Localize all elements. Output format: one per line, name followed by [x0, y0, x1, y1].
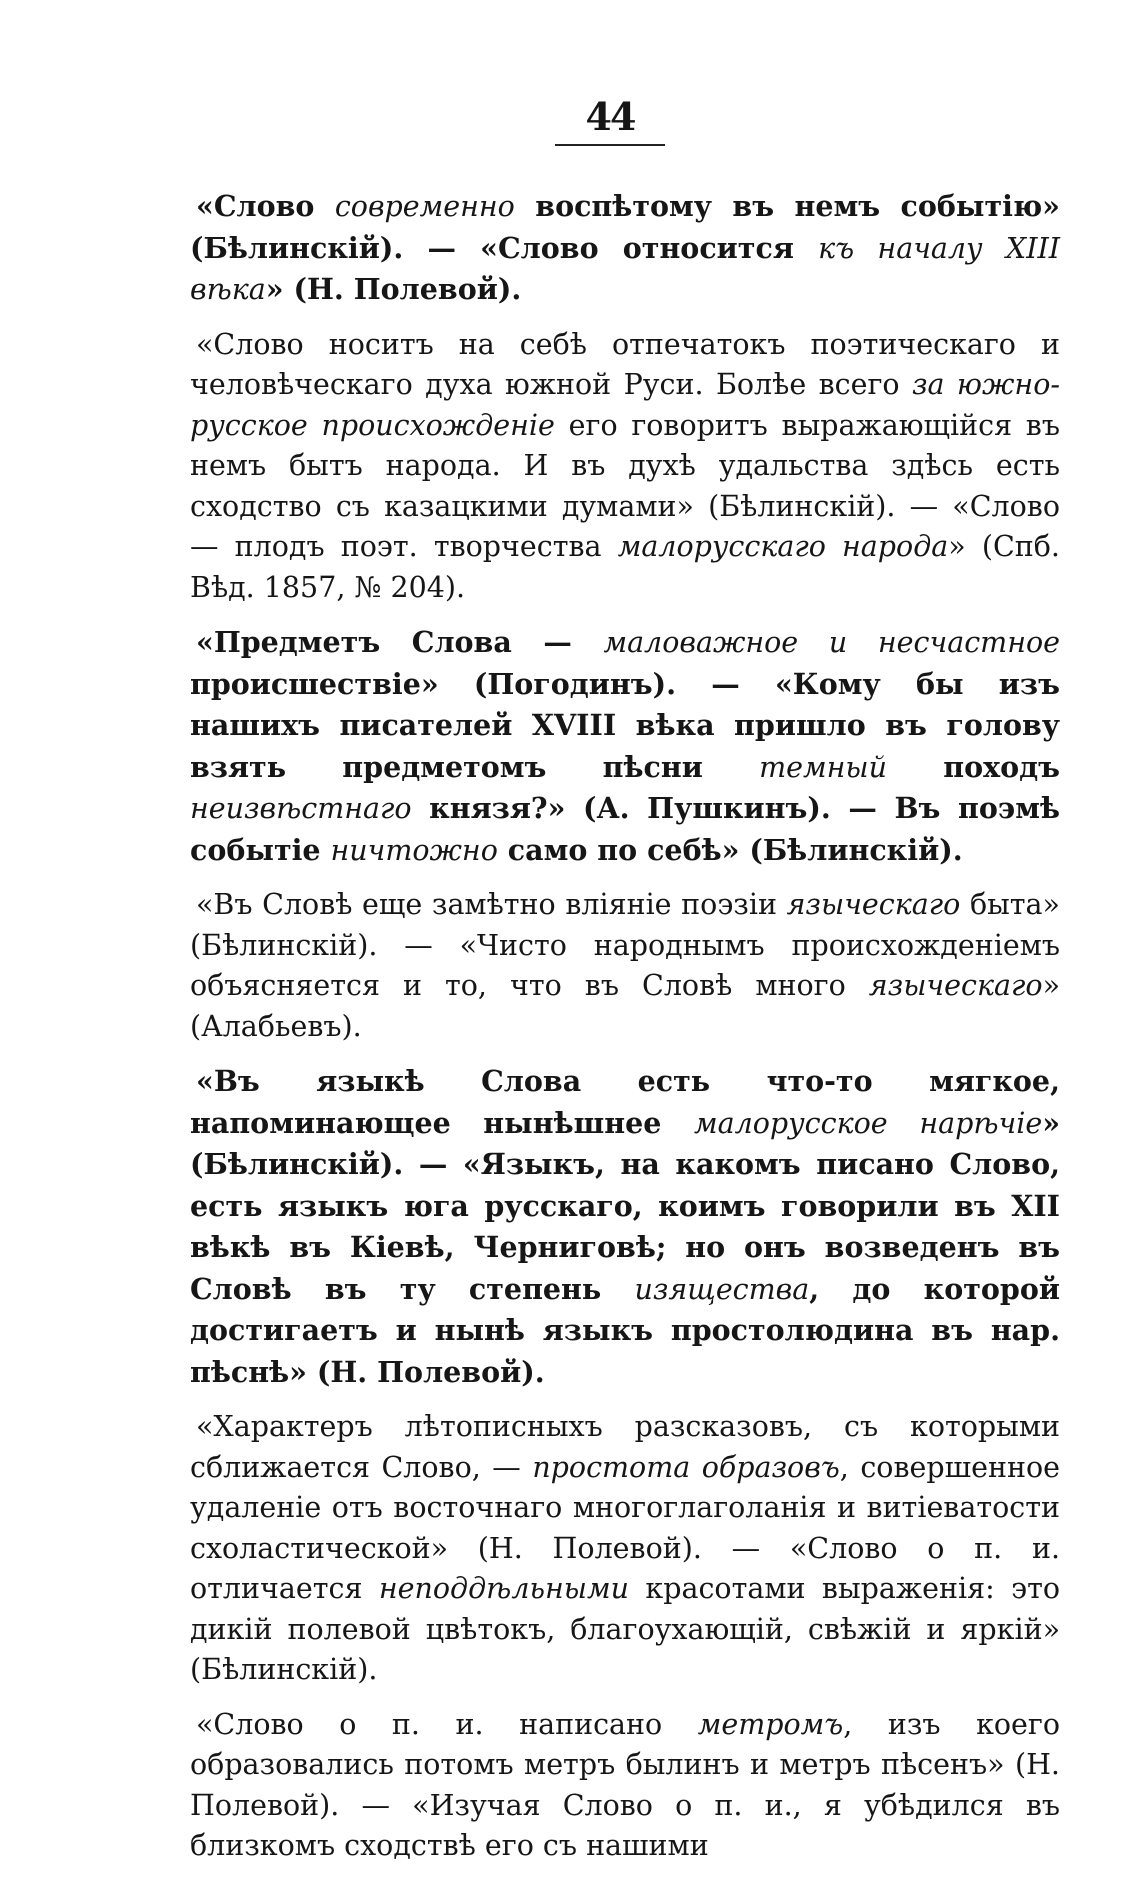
paragraph-5 — [190, 1061, 1060, 1393]
text-segment: «Слово о п. и. написано — [196, 1707, 698, 1741]
paragraph-6 — [190, 1407, 1060, 1691]
text-segment: «Слово — [196, 189, 335, 223]
text-segment: » (Бѣлинскій). — «Языкъ, на какомъ писано Слово, есть языкъ юга русскаго, коимъ говорили въ XII вѣкѣ въ Кіевѣ, Черниговѣ; но онъ возведенъ въ Словѣ въ ту степень — [190, 1105, 1060, 1306]
text-segment: » (Алабьевъ). — [190, 969, 1060, 1043]
italic-segment: простота образовъ — [532, 1450, 840, 1484]
italic-segment: ничтожно — [330, 833, 498, 867]
text-segment: , совершенное удаленіе отъ восточнаго многоглаголанія и витіеватости схоластической» (Н. Полевой). — «Слово о п. и. отличается — [190, 1450, 1060, 1605]
italic-segment: къ началу XIII вѣка — [190, 231, 1060, 306]
text-segment: «Въ языкѣ Слова есть что-то мягкое, напоминающее нынѣшнее — [190, 1064, 1060, 1140]
text-segment: его говоритъ выражающійся въ немъ бытъ народа. И въ духѣ удальства здѣсь есть сходство съ казацкими думами» (Бѣлинскій). — «Слово — плодъ поэт. творчества — [190, 408, 1060, 563]
italic-segment: маловажное и несчастное — [603, 626, 1060, 659]
italic-segment: изящества — [634, 1272, 810, 1306]
page-number-rule — [555, 144, 665, 146]
paragraph-3 — [190, 622, 1060, 871]
italic-segment: языческаго — [786, 888, 961, 921]
text-segment: , изъ коего образовались потомъ метръ былинъ и метръ пѣсенъ» (Н. Полевой). — «Изучая Слово о п. и., я убѣдился въ близкомъ сходствѣ его съ нашими — [190, 1707, 1061, 1862]
italic-segment: неподдѣльными — [378, 1572, 629, 1605]
text-segment: » (Спб. Вѣд. 1857, № 204). — [190, 530, 1060, 604]
text-segment: красотами выраженія: это дикій полевой цвѣтокъ, благоухающій, свѣжій и яркій» (Бѣлинскій). — [190, 1572, 1060, 1686]
italic-segment: неизвѣстнаго — [190, 792, 412, 825]
paragraph-4 — [190, 885, 1060, 1047]
italic-segment: за южно-русское происхожденіе — [190, 368, 1060, 442]
text-segment: само по себѣ» (Бѣлинскій). — [497, 832, 963, 867]
italic-segment: современно — [334, 190, 515, 223]
italic-segment: метромъ — [697, 1707, 844, 1741]
italic-segment: темный — [759, 750, 888, 784]
text-segment: быта» (Бѣлинскій). — «Чисто народнымъ происхожденіемъ объясняется и то, что въ Словѣ много — [190, 888, 1060, 1002]
text-segment: походъ — [887, 749, 1060, 784]
text-body — [190, 186, 1060, 1881]
text-segment: » (Н. Полевой). — [265, 272, 522, 306]
page-number: 44 — [585, 94, 635, 139]
text-segment: , до которой достигаетъ и нынѣ языкъ простолюдина въ нар. пѣснѣ» (Н. Полевой). — [190, 1271, 1060, 1389]
text-segment: «Характеръ лѣтописныхъ разсказовъ, съ которыми сближается Слово, — — [190, 1410, 1060, 1484]
text-segment: происшествіе» (Погодинъ). — «Кому бы изъ нашихъ писателей XVIII вѣка пришло въ голову взять предметомъ пѣсни — [190, 666, 1060, 784]
text-segment: «Предметъ Слова — — [196, 625, 604, 659]
text-segment: князя?» (А. Пушкинъ). — Въ поэмѣ событіе — [190, 791, 1060, 867]
paragraph-2 — [190, 325, 1060, 609]
italic-segment: малорусское нарѣчіе — [693, 1106, 1043, 1140]
paragraph-1 — [190, 186, 1060, 311]
italic-segment: малорусскаго народа — [617, 530, 949, 563]
italic-segment: языческаго — [868, 969, 1043, 1002]
paragraph-7 — [190, 1705, 1060, 1867]
text-segment: «Слово носитъ на себѣ отпечатокъ поэтическаго и человѣческаго духа южной Руси. Болѣе всего — [190, 327, 1060, 401]
text-segment: «Въ Словѣ еще замѣтно вліяніе поэзіи — [196, 888, 787, 921]
text-segment: воспѣтому въ немъ событію» (Бѣлинскій). — «Слово относится — [190, 189, 1060, 265]
